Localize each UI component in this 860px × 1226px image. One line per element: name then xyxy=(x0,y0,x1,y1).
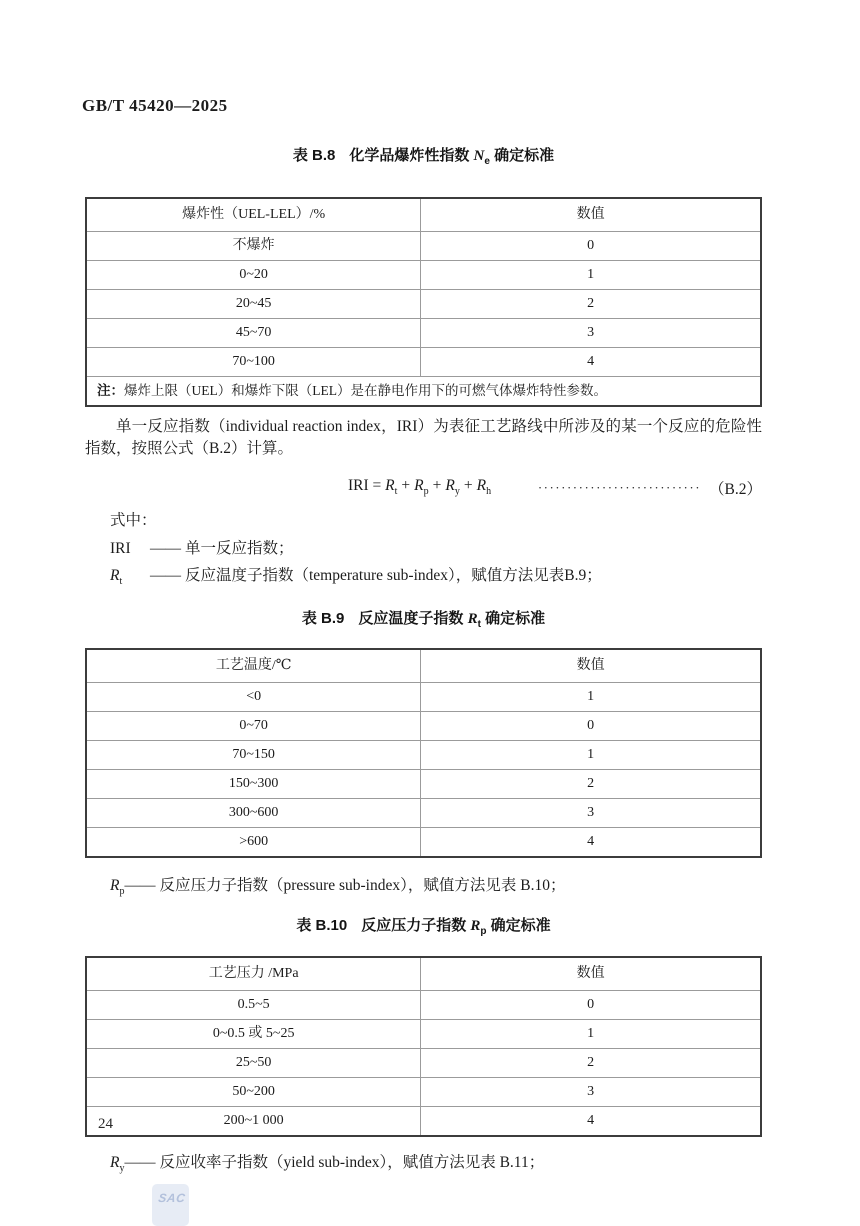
table-row xyxy=(86,990,761,1019)
definition-text: 反应收率子指数（yield sub-index），赋值方法见表 B.11； xyxy=(159,1153,545,1171)
category-cell: 0~0.5 或 5~25 xyxy=(86,1019,421,1048)
table-row xyxy=(86,1106,761,1136)
value-cell: 1 xyxy=(421,740,761,769)
category-cell: 不爆炸 xyxy=(86,232,421,261)
definition-ry xyxy=(110,1152,762,1179)
table-b9-caption xyxy=(85,609,762,635)
header-cell-value: 数值 xyxy=(421,198,761,232)
note-label: 注： xyxy=(97,383,124,398)
symbol-rp: R xyxy=(470,917,481,934)
table-row xyxy=(86,769,761,798)
term-rp: $R_p$ xyxy=(414,477,429,498)
table-b8-title-post: 确定标准 xyxy=(489,147,555,164)
category-cell: 0~20 xyxy=(86,261,421,290)
value-cell: 4 xyxy=(421,827,761,857)
symbol-iri: IRI xyxy=(110,539,131,557)
table-b9-label: 表 B.9 xyxy=(301,609,345,627)
table-row xyxy=(86,232,761,261)
definition-rp xyxy=(110,875,762,902)
value-cell: 1 xyxy=(421,682,761,711)
category-cell: >600 xyxy=(86,827,421,857)
table-row xyxy=(86,682,761,711)
value-cell: 1 xyxy=(421,1019,761,1048)
plus-sign: + xyxy=(463,477,473,495)
note-cell xyxy=(86,377,761,407)
table-b9 xyxy=(85,648,762,858)
table-b10-caption xyxy=(85,916,762,942)
formula-equals: = xyxy=(368,477,386,495)
table-b8 xyxy=(85,197,762,407)
header-cell-pressure: 工艺压力 /MPa xyxy=(86,957,421,991)
category-cell: 25~50 xyxy=(86,1048,421,1077)
category-cell: 200~1 000 xyxy=(86,1106,421,1136)
definition-dash: —— xyxy=(124,876,156,894)
value-cell: 3 xyxy=(421,319,761,348)
symbol-rt: $R_t$ xyxy=(110,566,123,587)
symbol-ne: N xyxy=(473,148,485,164)
standard-number: GB/T 45420—2025 xyxy=(82,96,228,115)
table-b8-title-pre: 化学品爆炸性指数 xyxy=(349,147,474,164)
table-b10-title-post: 确定标准 xyxy=(486,916,551,934)
header-cell-explosiveness: 爆炸性（UEL-LEL）/% xyxy=(86,198,421,232)
table-b8-label: 表 B.8 xyxy=(292,147,336,164)
category-cell: 50~200 xyxy=(86,1077,421,1106)
term-rt: $R_t$ xyxy=(385,477,398,498)
term-ry: $R_y$ xyxy=(445,477,460,498)
header-cell-temperature: 工艺温度/℃ xyxy=(86,649,421,683)
category-cell: 70~150 xyxy=(86,740,421,769)
value-cell: 4 xyxy=(421,348,761,377)
page-number: 24 xyxy=(98,1116,113,1132)
table-row xyxy=(86,827,761,857)
table-row xyxy=(86,798,761,827)
category-cell: 70~100 xyxy=(86,348,421,377)
formula-b2 xyxy=(85,476,762,500)
table-row xyxy=(86,1048,761,1077)
value-cell: 0 xyxy=(421,711,761,740)
definition-text: 反应温度子指数（temperature sub-index），赋值方法见表B.9； xyxy=(185,566,602,584)
table-header-row xyxy=(86,957,761,991)
value-cell: 4 xyxy=(421,1106,761,1136)
symbol-ne-sub: e xyxy=(484,156,490,167)
plus-sign: + xyxy=(432,477,442,495)
where-label: 式中： xyxy=(110,511,157,529)
page-content xyxy=(85,146,762,1179)
iri-intro-paragraph: 单一反应指数（individual reaction index，IRI）为表征工艺路线中所涉及的某一个反应的危险性指数，按照公式（B.2）计算。 xyxy=(85,418,762,457)
table-row xyxy=(86,1019,761,1048)
symbol-ry: $R_y$ xyxy=(110,1153,125,1174)
table-row xyxy=(86,1077,761,1106)
category-cell: 150~300 xyxy=(86,769,421,798)
value-cell: 2 xyxy=(421,769,761,798)
header-cell-value: 数值 xyxy=(421,957,761,991)
formula-expression xyxy=(348,477,491,497)
definition-iri xyxy=(110,538,762,559)
table-row xyxy=(86,740,761,769)
term-rh: $R_h$ xyxy=(476,477,492,498)
header-cell-value: 数值 xyxy=(421,649,761,683)
category-cell: 20~45 xyxy=(86,290,421,319)
value-cell: 0 xyxy=(421,990,761,1019)
table-header-row xyxy=(86,198,761,232)
value-cell: 0 xyxy=(421,232,761,261)
definition-text: 反应压力子指数（pressure sub-index），赋值方法见表 B.10； xyxy=(159,876,566,894)
value-cell: 3 xyxy=(421,1077,761,1106)
table-header-row xyxy=(86,649,761,683)
symbol-rt-sub: t xyxy=(477,618,481,630)
sac-watermark xyxy=(152,1184,189,1226)
category-cell: <0 xyxy=(86,682,421,711)
definition-dash: —— xyxy=(150,539,181,557)
value-cell: 2 xyxy=(421,1048,761,1077)
note-row xyxy=(86,377,761,407)
plus-sign: + xyxy=(401,477,411,495)
category-cell: 0.5~5 xyxy=(86,990,421,1019)
table-b10-title-pre: 反应压力子指数 xyxy=(361,916,471,934)
table-row xyxy=(86,348,761,377)
table-b10-label: 表 B.10 xyxy=(296,916,348,934)
value-cell: 2 xyxy=(421,290,761,319)
sac-logo-text: SAC xyxy=(157,1191,187,1205)
dotted-leader: ···························· xyxy=(537,479,702,495)
note-text: 爆炸上限（UEL）和爆炸下限（LEL）是在静电作用下的可燃气体爆炸特性参数。 xyxy=(124,383,607,398)
formula-number: （B.2） xyxy=(709,480,762,498)
value-cell: 1 xyxy=(421,261,761,290)
value-cell: 3 xyxy=(421,798,761,827)
definition-text: 单一反应指数； xyxy=(185,539,294,557)
definition-dash: —— xyxy=(124,1153,156,1171)
symbol-rt: R xyxy=(467,610,478,627)
table-b8-caption xyxy=(85,146,762,172)
table-row xyxy=(86,261,761,290)
category-cell: 0~70 xyxy=(86,711,421,740)
table-row xyxy=(86,290,761,319)
table-row xyxy=(86,319,761,348)
category-cell: 45~70 xyxy=(86,319,421,348)
table-b9-title-pre: 反应温度子指数 xyxy=(358,609,468,627)
symbol-rp: $R_p$ xyxy=(110,876,125,897)
category-cell: 300~600 xyxy=(86,798,421,827)
table-row xyxy=(86,711,761,740)
definition-rt xyxy=(110,565,762,592)
table-b10 xyxy=(85,956,762,1137)
table-b9-title-post: 确定标准 xyxy=(480,609,546,627)
symbol-rp-sub: p xyxy=(480,925,487,937)
formula-lhs: IRI xyxy=(348,477,369,495)
definition-dash: —— xyxy=(150,566,181,584)
